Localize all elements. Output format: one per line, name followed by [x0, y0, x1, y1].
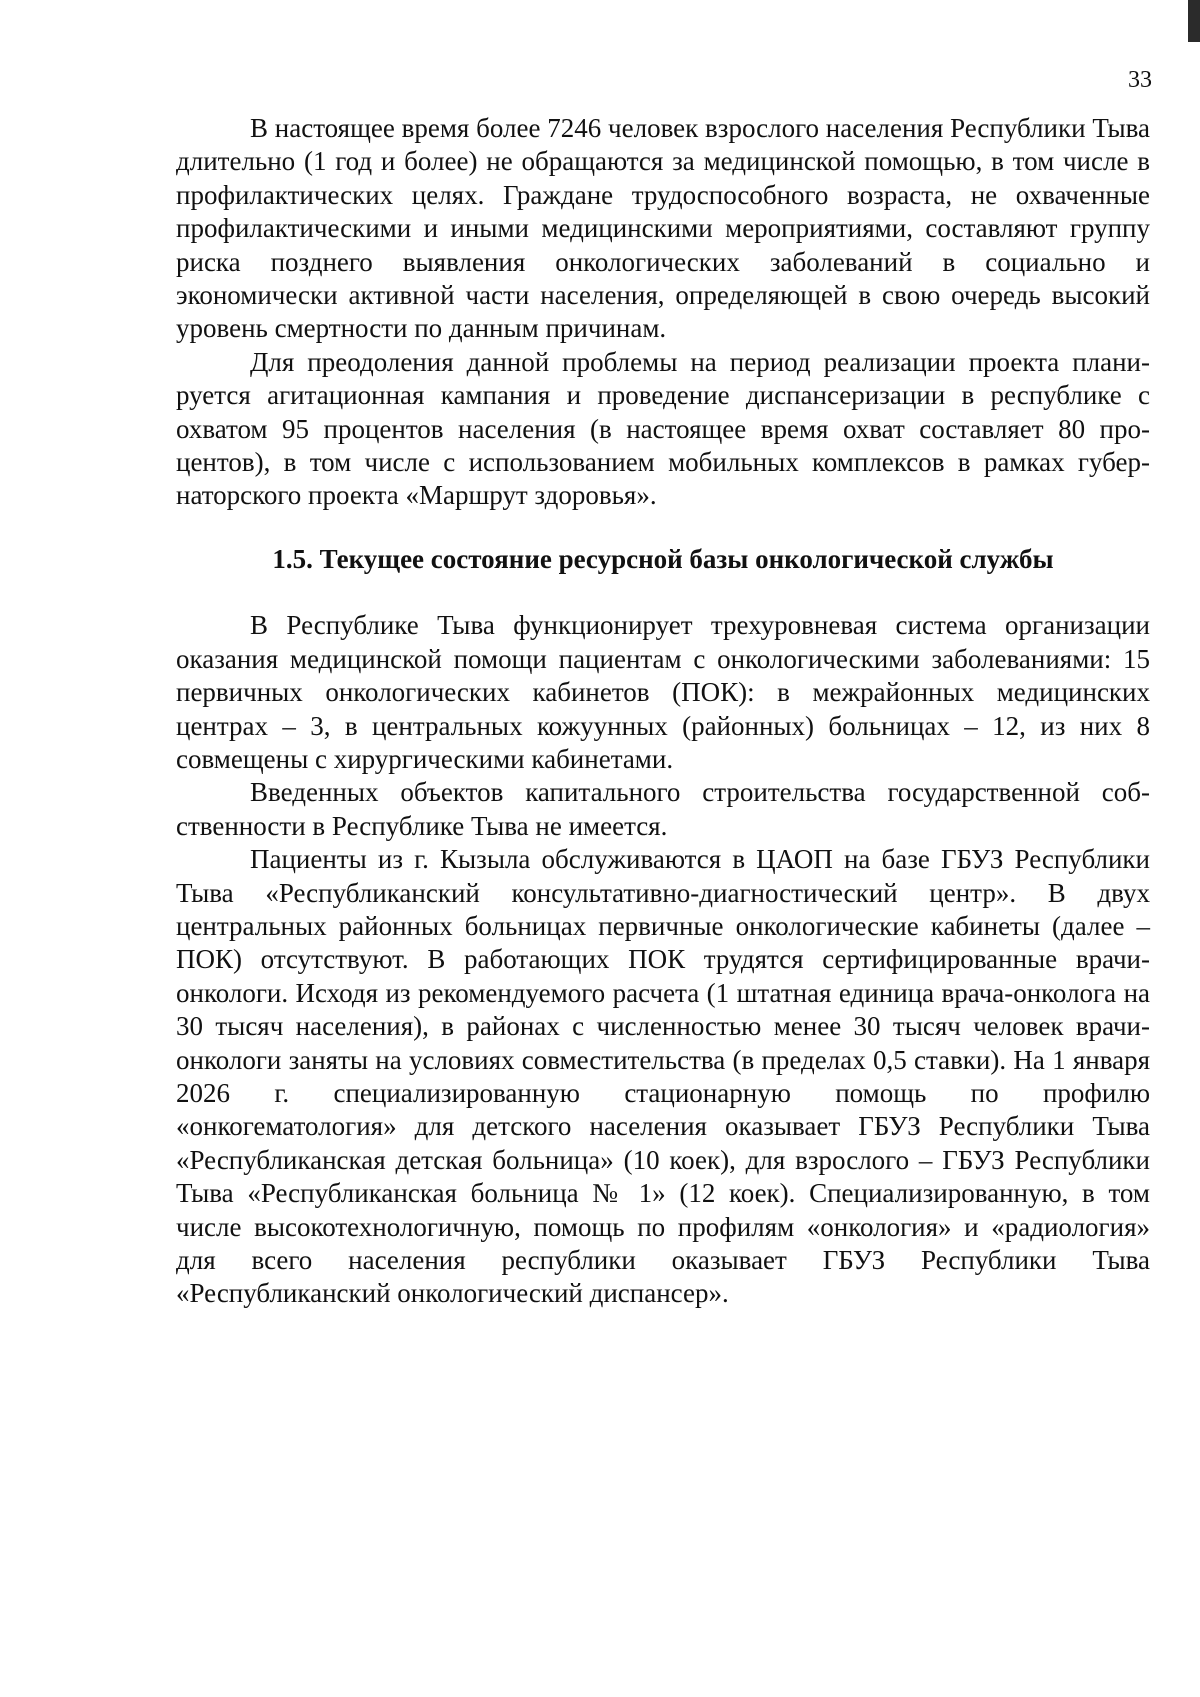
- section-heading: 1.5. Текущее состояние ресурсной базы онкологической службы: [272, 543, 1054, 574]
- paragraph-three-level-system: В Республике Тыва функционирует трехуровневая система организации оказания медицинской помощи пациентам с онкологическими заболеваниями: 15 первичных онкологических кабинетов (ПОК): в межрайонных медицинских центрах – 3, в центральных кожуунных (районных) больницах – 12, из них 8 совмещены с хирургическими кабинетами.: [176, 610, 1150, 774]
- page-number: 33: [1128, 67, 1152, 93]
- paragraph-dispensary-campaign: Для преодоления данной проблемы на период реализации проекта планируется агитационная кампания и проведение диспансеризации в республике с охватом 95 процентов населения (в настоящее время охват составляет 80 процентов), в том числе с использованием мобильных комплексов в рамках губернаторского проекта «Маршрут здоровья».: [176, 346, 1150, 511]
- paragraph-capital-construction: Введенных объектов капитального строительства государственной собственности в Республике Тыва не имеется.: [176, 777, 1150, 841]
- paragraph-kyzyl-patients: Пациенты из г. Кызыла обслуживаются в ЦАОП на базе ГБУЗ Республики Тыва «Республиканский консультативно-диагностический центр». В двух центральных районных больницах первичные онкологические кабинеты (далее – ПОК) отсутствуют. В работающих ПОК трудятся сертифицированные врачи-онкологи. Исходя из рекомендуемого расчета (1 штатная единица врача-онколога на 30 тысяч населения), в районах с численностью менее 30 тысяч человек врачи-онкологи заняты на условиях совместительства (в пределах 0,5 ставки). На 1 января 2026 г. специализированную стационарную помощь по профилю «онкогематология» для детского населения оказывает ГБУЗ Республики Тыва «Республиканская детская больница» (10 коек), для взрослого – ГБУЗ Республики Тыва «Республиканская больница № 1» (12 коек). Специализированную, в том числе высокотехнологичную, помощь по профилям «онкология» и «радиология» для всего населения республики оказывает ГБУЗ Республики Тыва «Республиканский онкологический диспансер».: [176, 844, 1150, 1309]
- scan-edge-mark: [1188, 0, 1200, 42]
- document-body: [176, 112, 1150, 1311]
- paragraph-adult-population: В настоящее время более 7246 человек взрослого населения Республики Тыва длительно (1 год и более) не обращаются за медицинской помощью, в том числе в профилактических целях. Граждане трудоспособного возраста, не охваченные профилактическими и иными медицинскими мероприятиями, составляют группу риска позднего выявления онкологических заболеваний в социально и экономически активной части населения, определяющей в свою очередь высокий уровень смертности по данным причинам.: [176, 113, 1150, 344]
